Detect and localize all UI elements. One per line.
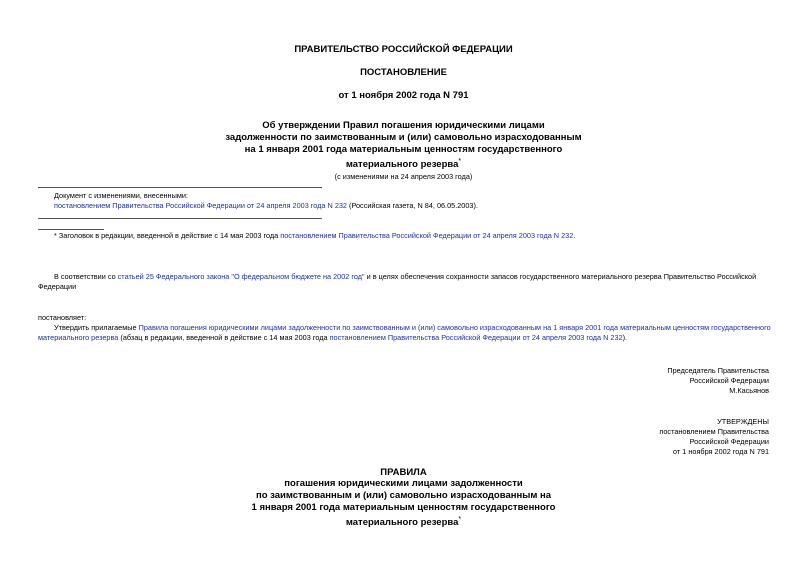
doc-date-number: от 1 ноября 2002 года N 791 xyxy=(338,90,469,101)
footnote-text: * Заголовок в редакции, введенной в действие с 14 мая 2003 года xyxy=(54,231,281,240)
amendment-link[interactable]: постановлением Правительства Российской Федерации от 24 апреля 2003 года N 232 xyxy=(329,333,623,342)
signature-line-1: Председатель Правительства xyxy=(667,366,769,375)
footnote-divider xyxy=(38,229,104,230)
signature-line-2: Российской Федерации xyxy=(689,376,769,385)
document-title xyxy=(0,120,807,171)
doc-type: ПОСТАНОВЛЕНИЕ xyxy=(360,67,447,78)
signature-name: М.Касьянов xyxy=(729,386,769,395)
changes-line xyxy=(54,201,774,211)
decree-paragraph xyxy=(38,323,771,343)
footnote xyxy=(54,231,774,241)
title-line-3: на 1 января 2001 года материальным ценностям государственного xyxy=(244,144,563,155)
approval-title: УТВЕРЖДЕНЫ xyxy=(717,417,769,426)
changes-intro: Документ с изменениями, внесенными: xyxy=(54,191,188,200)
approval-line-2: Российской Федерации xyxy=(689,437,769,446)
rules-asterisk: * xyxy=(458,516,462,523)
resolves-label: постановляет: xyxy=(38,313,87,322)
rules-line-4-text: материального резерва xyxy=(345,517,459,529)
footnote-link[interactable]: постановлением Правительства Российской Федерации от 24 апреля 2003 года N 232 xyxy=(280,231,574,240)
changes-source: (Российская газета, N 84, 06.05.2003). xyxy=(347,201,478,210)
decree-middle: (абзац в редакции, введенной в действие с 14 мая 2003 года xyxy=(118,333,330,342)
divider-top xyxy=(38,187,322,188)
preamble-paragraph xyxy=(38,272,771,292)
rules-heading: ПРАВИЛА xyxy=(380,467,427,478)
preamble-link[interactable]: статьей 25 Федерального закона "О федеральном бюджете на 2002 год" xyxy=(117,272,365,281)
preamble-rest: и в целях обеспечения сохранности запасов государственного материального резерва Правительство Российской Федерации xyxy=(38,272,757,291)
title-asterisk: * xyxy=(458,158,462,165)
footnote-end: . xyxy=(573,231,576,240)
rules-line-1: погашения юридическими лицами задолженности xyxy=(284,478,523,489)
decree-end: ). xyxy=(622,333,628,342)
rules-line-3: 1 января 2001 года материальным ценностям государственного xyxy=(251,502,556,513)
title-line-4 xyxy=(0,156,807,171)
rules-title xyxy=(0,478,807,529)
preamble-start: В соответствии со xyxy=(54,272,118,281)
rules-line-2: по заимствованным и (или) самовольно израсходованным на xyxy=(255,490,552,501)
title-line-2: задолженности по заимствованным и (или) самовольно израсходованным xyxy=(225,132,582,143)
title-line-1: Об утверждении Правил погашения юридическими лицами xyxy=(262,120,545,131)
signature-block xyxy=(469,366,769,396)
revision-note: (с изменениями на 24 апреля 2003 года) xyxy=(334,172,473,181)
decree-start: Утвердить прилагаемые xyxy=(54,323,139,332)
changes-link[interactable]: постановлением Правительства Российской Федерации от 24 апреля 2003 года N 232 xyxy=(54,201,347,210)
rules-line-4 xyxy=(0,514,807,529)
rules-link[interactable]: Правила погашения юридическими лицами задолженности по заимствованным и (или) самовольно израсходованным на 1 января 2001 года материальным ценностям государственного материального резерва xyxy=(38,323,771,342)
approval-block xyxy=(469,417,769,457)
government-title: ПРАВИТЕЛЬСТВО РОССИЙСКОЙ ФЕДЕРАЦИИ xyxy=(294,44,513,55)
title-line-4-text: материального резерва xyxy=(345,159,459,171)
divider-bottom xyxy=(38,218,322,219)
approval-line-1: постановлением Правительства xyxy=(659,427,769,436)
approval-line-3: от 1 ноября 2002 года N 791 xyxy=(673,447,769,456)
